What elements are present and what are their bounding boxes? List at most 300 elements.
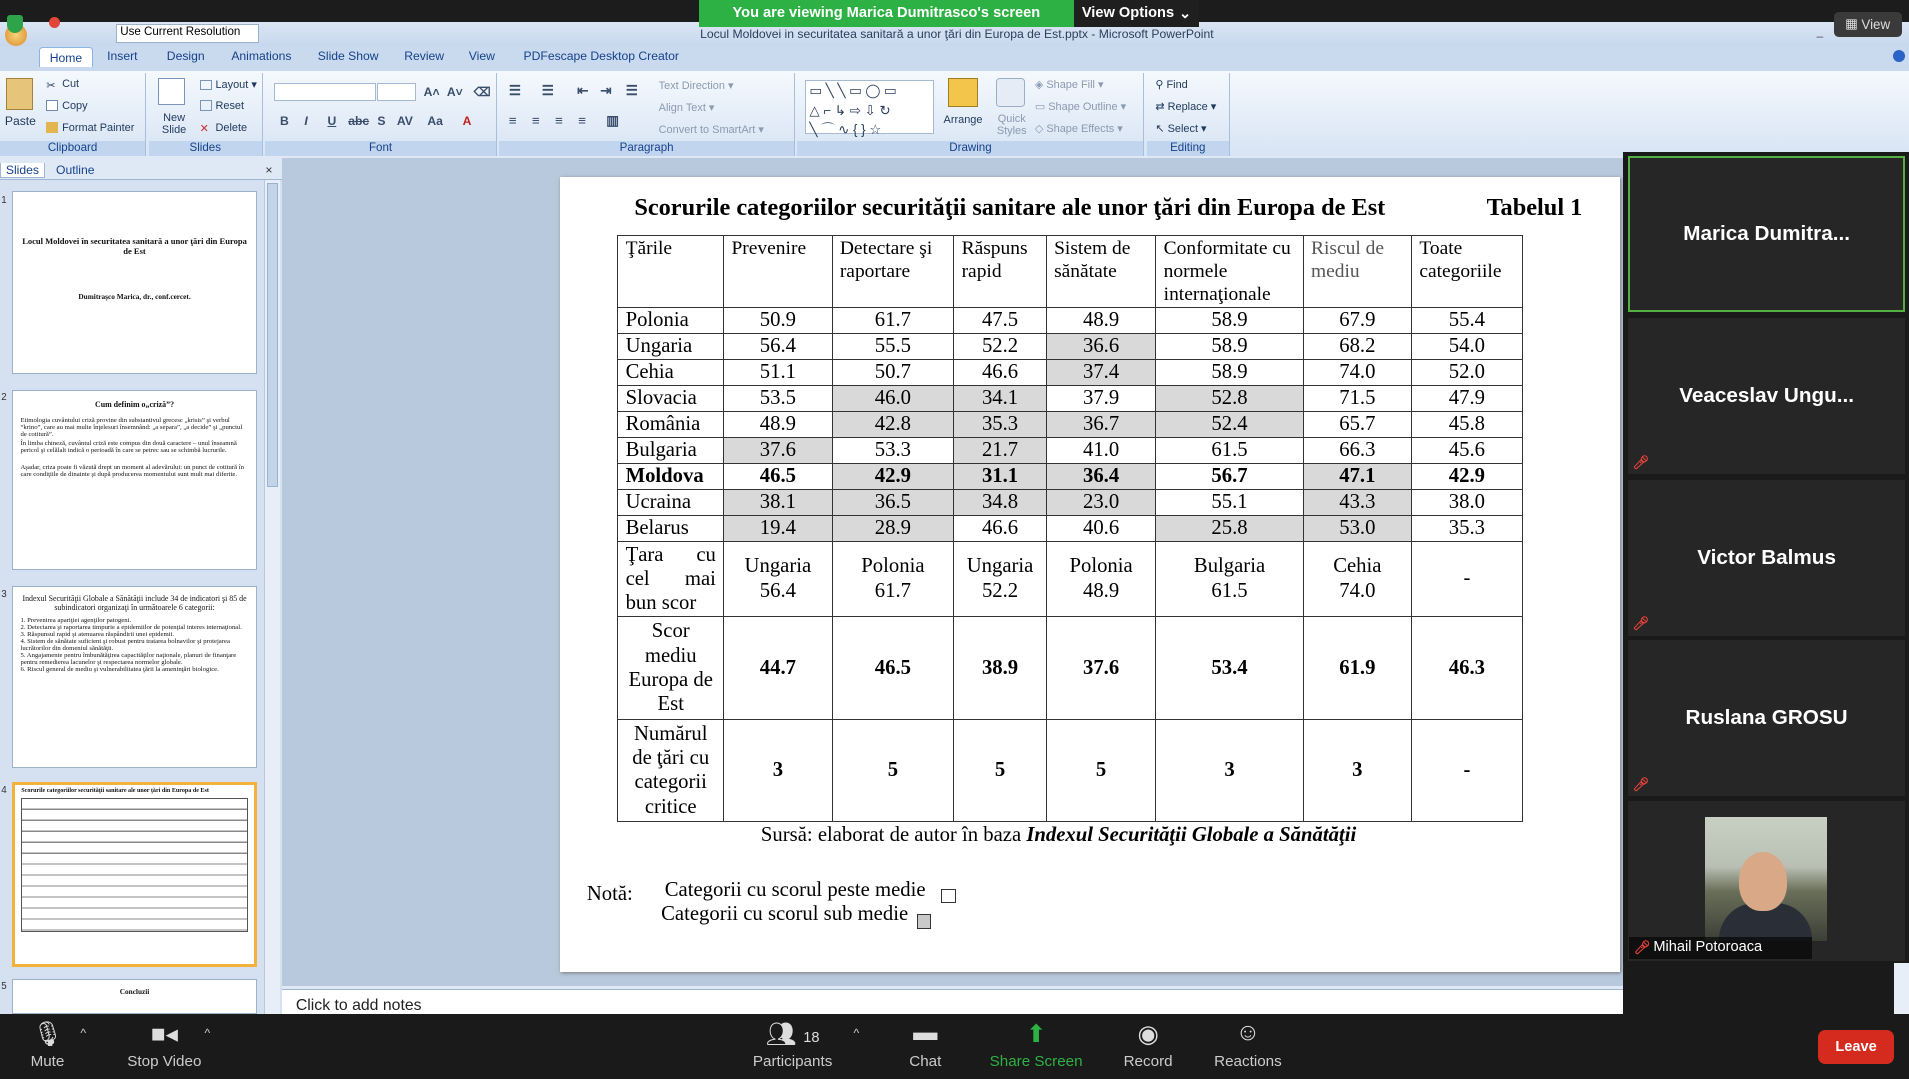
score-cell: 53.0 bbox=[1303, 515, 1411, 541]
shield-icon bbox=[7, 15, 23, 33]
summary-row bbox=[618, 719, 1523, 821]
best-country-cell bbox=[1156, 541, 1303, 616]
align-text-button[interactable]: Align Text ▾ bbox=[658, 102, 715, 115]
header-cell: Prevenire bbox=[724, 235, 832, 307]
reset-label: Reset bbox=[215, 99, 245, 112]
leave-button[interactable]: Leave bbox=[1818, 1030, 1895, 1064]
score-cell: 37.6 bbox=[724, 437, 832, 463]
score-cell: 61.7 bbox=[832, 307, 954, 333]
shape-outline-label: Shape Outline bbox=[1048, 100, 1118, 113]
align-center-icon[interactable]: ≡ bbox=[532, 113, 540, 129]
score-cell: 53.5 bbox=[724, 385, 832, 411]
thumb-text: 6. Riscul general de mediu şi vulnerabilitatea ţării la ameninţări biologice. bbox=[20, 665, 219, 673]
thumb-text: 4. Sistem de sănătate suficient şi robust pentru tratarea bolnavilor şi protejarea lucrătorilor din domeniul sănătăţii. bbox=[20, 637, 230, 652]
score-cell: 28.9 bbox=[832, 515, 954, 541]
tab-home[interactable]: Home bbox=[39, 47, 93, 67]
score-cell: 58.9 bbox=[1156, 359, 1303, 385]
score-cell: 56.4 bbox=[724, 333, 832, 359]
paste-icon bbox=[6, 78, 33, 110]
drawing-group bbox=[797, 73, 1144, 156]
summary-row bbox=[618, 617, 1523, 719]
score-cell: 34.8 bbox=[954, 489, 1047, 515]
select-label: Select bbox=[1167, 122, 1199, 135]
record-button[interactable] bbox=[1118, 1019, 1179, 1070]
participants-count: 18 bbox=[803, 1030, 820, 1047]
clipboard-group bbox=[0, 73, 146, 156]
format-painter-button[interactable] bbox=[46, 122, 134, 134]
replace-label: Replace bbox=[1167, 100, 1208, 113]
tab-animations[interactable]: Animations bbox=[231, 48, 292, 63]
thumb-text: Etimologia cuvântului criză provine din substantivul grecesc „krisis” şi verbul “krino”, care au mai multe înţelesuri însemnând: „a separa”, „a decide” şi „punctul de cotitură”. bbox=[20, 416, 243, 438]
best-country: Ungaria bbox=[966, 554, 1034, 577]
participant-name: Veaceslav Ungu... bbox=[1679, 383, 1854, 407]
reset-button[interactable] bbox=[200, 100, 244, 112]
score-cell: 74.0 bbox=[1303, 359, 1411, 385]
score-cell: 54.0 bbox=[1412, 333, 1523, 359]
copy-icon bbox=[46, 100, 58, 111]
summary-value: 37.6 bbox=[1046, 617, 1156, 719]
align-right-icon[interactable]: ≡ bbox=[555, 113, 563, 129]
score-cell: 71.5 bbox=[1303, 385, 1411, 411]
slides-group bbox=[149, 73, 263, 156]
participants-label: Participants bbox=[752, 1053, 833, 1071]
participant-video-face bbox=[1739, 852, 1788, 910]
italic-icon[interactable]: I bbox=[304, 114, 308, 129]
underline-icon[interactable]: U bbox=[327, 114, 337, 129]
table-row bbox=[618, 385, 1523, 411]
score-cell: 55.4 bbox=[1412, 307, 1523, 333]
participant-tile[interactable] bbox=[1628, 156, 1906, 312]
best-country: Bulgaria bbox=[1193, 554, 1266, 577]
score-cell: 37.9 bbox=[1046, 385, 1156, 411]
justify-icon[interactable]: ≡ bbox=[578, 113, 587, 129]
binoculars-icon: ⚲ bbox=[1155, 78, 1167, 91]
score-cell: 55.5 bbox=[832, 333, 954, 359]
slides-label: Slides bbox=[149, 141, 262, 156]
thumb-text: 1. Prevenirea apariţiei agenţilor patogeni. bbox=[20, 616, 132, 624]
best-country: Ungaria bbox=[744, 554, 812, 577]
note-label: Notă: bbox=[586, 882, 633, 905]
score-cell: 41.0 bbox=[1046, 437, 1156, 463]
score-cell: 38.0 bbox=[1412, 489, 1523, 515]
scores-table bbox=[617, 235, 1523, 822]
layout-icon bbox=[200, 80, 212, 91]
delete-icon: ✕ bbox=[199, 123, 209, 136]
best-country: Polonia bbox=[1069, 554, 1133, 577]
summary-value: 61.9 bbox=[1303, 617, 1411, 719]
change-case-icon[interactable]: Aa bbox=[427, 114, 443, 129]
best-country-cell bbox=[1046, 541, 1156, 616]
paragraph-group bbox=[499, 73, 795, 156]
replace-button[interactable]: ⇄ Replace ▾ bbox=[1155, 100, 1217, 113]
score-cell: 42.8 bbox=[832, 411, 954, 437]
tab-design[interactable]: Design bbox=[166, 48, 205, 63]
chevron-up-icon[interactable]: ^ bbox=[853, 1026, 860, 1041]
score-cell: 35.3 bbox=[1412, 515, 1523, 541]
thumb-title: Concluzii bbox=[119, 987, 150, 997]
editing-label: Editing bbox=[1147, 141, 1229, 156]
record-label: Record bbox=[1123, 1053, 1173, 1071]
strikethrough-icon[interactable]: abc bbox=[348, 114, 370, 129]
tab-slide-show[interactable]: Slide Show bbox=[317, 48, 379, 63]
scissors-icon: ✂ bbox=[46, 79, 56, 92]
summary-value: 3 bbox=[724, 719, 832, 821]
country-cell: Ungaria bbox=[618, 333, 724, 359]
thumb-text: În limba chineză, cuvântul criză este compus din două caractere – unul înseamnă pericol şi celălalt indică o perioadă în care se petrec sau se schimbă lucrurile. bbox=[20, 440, 237, 455]
score-cell: 36.6 bbox=[1046, 333, 1156, 359]
score-cell: 56.7 bbox=[1156, 463, 1303, 489]
summary-value: 5 bbox=[954, 719, 1047, 821]
paste-button[interactable]: Paste bbox=[4, 114, 36, 129]
window-title: Locul Moldovei in securitatea sanitară a unor ţări din Europa de Est.pptx - Microsoft PowerPoint bbox=[700, 26, 1214, 41]
table-row bbox=[618, 515, 1523, 541]
copy-button[interactable] bbox=[46, 100, 87, 112]
best-country-cell bbox=[832, 541, 954, 616]
score-cell: 42.9 bbox=[1412, 463, 1523, 489]
shape-effects-button[interactable]: ◇ Shape Effects ▾ bbox=[1034, 122, 1123, 135]
score-cell: 61.5 bbox=[1156, 437, 1303, 463]
participants-icon: 👥︎ 18 bbox=[765, 1021, 820, 1049]
resolution-select[interactable]: Use Current Resolution bbox=[116, 24, 260, 42]
bold-icon[interactable]: B bbox=[280, 114, 289, 129]
grid-icon: ▦ bbox=[1845, 16, 1858, 32]
select-button[interactable]: ↖ Select ▾ bbox=[1155, 122, 1207, 135]
shadow-icon[interactable]: S bbox=[377, 114, 386, 129]
chat-bubble-icon: ▬ bbox=[913, 1019, 938, 1047]
score-cell: 68.2 bbox=[1303, 333, 1411, 359]
effects-icon: ◇ bbox=[1034, 122, 1047, 135]
best-score: 61.7 bbox=[874, 580, 911, 603]
scrollbar-thumb[interactable] bbox=[267, 183, 278, 487]
align-left-icon[interactable]: ≡ bbox=[508, 113, 517, 129]
thumb-text: 5. Angajamente pentru îmbunătăţirea capacităţilor naţionale, planuri de finanţare pentru remedierea lacunelor şi respectarea normelor globale. bbox=[20, 651, 237, 666]
numbering-icon[interactable]: ☰ bbox=[541, 82, 554, 98]
chevron-up-icon[interactable]: ^ bbox=[80, 1026, 87, 1041]
score-cell: 36.7 bbox=[1046, 411, 1156, 437]
format-painter-label: Format Painter bbox=[62, 121, 135, 134]
share-banner: You are viewing Marica Dumitrasco's screen bbox=[699, 0, 1074, 27]
find-button[interactable] bbox=[1155, 78, 1187, 91]
header-cell: Toate categoriile bbox=[1412, 235, 1523, 307]
font-name-select[interactable] bbox=[274, 83, 376, 101]
participant-tile[interactable] bbox=[1628, 318, 1906, 474]
align-text-label: Align Text bbox=[658, 102, 706, 115]
participant-name: Marica Dumitra... bbox=[1683, 221, 1850, 245]
line-spacing-icon[interactable]: ☰ bbox=[625, 82, 638, 98]
slide-thumb-4[interactable] bbox=[12, 782, 257, 967]
char-spacing-icon[interactable]: AV bbox=[396, 114, 413, 129]
quick-styles-icon bbox=[996, 78, 1025, 107]
chevron-down-icon: ⌄ bbox=[1178, 5, 1192, 22]
increase-indent-icon[interactable]: ⇥ bbox=[600, 82, 612, 98]
best-score: 56.4 bbox=[759, 580, 796, 603]
summary-row bbox=[618, 541, 1523, 616]
score-cell: 34.1 bbox=[954, 385, 1047, 411]
score-cell: 51.1 bbox=[724, 359, 832, 385]
participant-tile[interactable] bbox=[1628, 480, 1906, 636]
share-screen-label: Share Screen bbox=[989, 1053, 1083, 1071]
table-row bbox=[618, 489, 1523, 515]
table-row bbox=[618, 411, 1523, 437]
summary-value: 38.9 bbox=[954, 617, 1047, 719]
drawing-label: Drawing bbox=[797, 141, 1143, 156]
find-label: Find bbox=[1166, 78, 1188, 91]
shape-fill-button[interactable]: ◈ Shape Fill ▾ bbox=[1034, 78, 1104, 91]
best-country: - bbox=[1463, 567, 1471, 590]
text-direction-button[interactable]: Text Direction ▾ bbox=[658, 80, 734, 93]
score-cell: 37.4 bbox=[1046, 359, 1156, 385]
chat-button[interactable] bbox=[901, 1019, 950, 1070]
note-below-mean: Categorii cu scorul sub medie bbox=[661, 903, 909, 926]
thumb-author: Dumitraşco Marica, dr., conf.cercet. bbox=[78, 292, 191, 302]
score-cell: 65.7 bbox=[1303, 411, 1411, 437]
legend-box-gray bbox=[917, 914, 932, 929]
arrange-button[interactable]: Arrange bbox=[943, 114, 983, 127]
legend-box-white bbox=[941, 889, 956, 904]
score-cell: 38.1 bbox=[724, 489, 832, 515]
reactions-button[interactable] bbox=[1210, 1019, 1285, 1070]
thumb-number: 1 bbox=[1, 194, 7, 206]
best-country: Cehia bbox=[1333, 554, 1382, 577]
score-cell: 48.9 bbox=[1046, 307, 1156, 333]
chat-label: Chat bbox=[909, 1053, 942, 1071]
score-cell: 48.9 bbox=[724, 411, 832, 437]
table-row bbox=[618, 437, 1523, 463]
score-cell: 31.1 bbox=[954, 463, 1047, 489]
score-cell: 50.9 bbox=[724, 307, 832, 333]
chevron-up-icon[interactable]: ^ bbox=[204, 1026, 211, 1041]
minimize-icon[interactable]: – bbox=[1816, 29, 1824, 44]
cursor-icon: ↖ bbox=[1155, 122, 1168, 135]
score-cell: 21.7 bbox=[954, 437, 1047, 463]
reactions-label: Reactions bbox=[1214, 1053, 1282, 1071]
score-cell: 36.4 bbox=[1046, 463, 1156, 489]
tab-view[interactable]: View bbox=[468, 48, 495, 63]
thumb-number: 3 bbox=[1, 589, 7, 601]
score-cell: 46.6 bbox=[954, 359, 1047, 385]
tab-outline[interactable]: Outline bbox=[56, 163, 95, 178]
stop-video-button[interactable] bbox=[122, 1019, 207, 1070]
view-options-button[interactable] bbox=[1074, 0, 1199, 27]
table-header-row bbox=[618, 235, 1523, 307]
fill-icon: ◈ bbox=[1034, 78, 1047, 91]
video-camera-icon: ■◂ bbox=[150, 1021, 178, 1049]
summary-label: Numărul de ţări cu categorii critice bbox=[618, 719, 724, 821]
convert-smartart-label: Convert to SmartArt bbox=[658, 123, 756, 136]
summary-value: 3 bbox=[1303, 719, 1411, 821]
summary-value: 53.4 bbox=[1156, 617, 1303, 719]
tab-insert[interactable]: Insert bbox=[107, 48, 138, 63]
view-button[interactable] bbox=[1834, 12, 1902, 36]
country-cell: România bbox=[618, 411, 724, 437]
table-row bbox=[618, 333, 1523, 359]
font-label: Font bbox=[265, 141, 495, 156]
score-cell: 45.8 bbox=[1412, 411, 1523, 437]
muted-mic-icon: 🎤︎ bbox=[1632, 616, 1650, 632]
score-cell: 53.3 bbox=[832, 437, 954, 463]
brush-icon bbox=[46, 122, 58, 133]
recording-dot-icon bbox=[49, 17, 60, 28]
microphone-icon: 🎙︎ bbox=[32, 1021, 63, 1049]
source-prefix: Sursă: elaborat de autor în baza bbox=[760, 824, 1027, 847]
thumb-text: 2. Detectarea şi raportarea timpurie a epidemiilor de potenţial interes internaţional. bbox=[20, 623, 242, 631]
muted-mic-icon: 🎤︎ bbox=[1632, 455, 1650, 471]
thumb-title: Locul Moldovei în securitatea sanitară a unor ţări din Europa de Est bbox=[22, 235, 247, 256]
font-color-icon[interactable]: A bbox=[462, 114, 472, 129]
video-name: Mihail Potoroaca bbox=[1653, 939, 1763, 956]
country-cell: Bulgaria bbox=[618, 437, 724, 463]
score-cell: 58.9 bbox=[1156, 333, 1303, 359]
cut-label: Cut bbox=[62, 77, 80, 90]
source-bold: Indexul Securităţii Globale a Sănătăţii bbox=[1026, 824, 1357, 847]
score-cell: 36.5 bbox=[832, 489, 954, 515]
table-row bbox=[618, 463, 1523, 489]
thumb-title: Scorurile categoriilor securităţii sanitare ale unor ţări din Europa de Est bbox=[21, 788, 209, 795]
summary-value: 44.7 bbox=[724, 617, 832, 719]
best-score: 61.5 bbox=[1211, 580, 1248, 603]
quick-styles-button[interactable]: Quick Styles bbox=[996, 113, 1027, 138]
summary-value: 5 bbox=[832, 719, 954, 821]
layout-label: Layout bbox=[215, 78, 249, 91]
thumb-text: 3. Răspunsul rapid şi atenuarea răspândirii unei epidemii. bbox=[20, 630, 175, 638]
header-cell: Sistem de sănătate bbox=[1046, 235, 1156, 307]
share-screen-button[interactable] bbox=[989, 1019, 1084, 1070]
stop-video-label: Stop Video bbox=[127, 1053, 202, 1071]
score-cell: 55.1 bbox=[1156, 489, 1303, 515]
best-country-cell bbox=[954, 541, 1047, 616]
text-direction-label: Text Direction bbox=[658, 80, 725, 93]
tab-pdfescape[interactable]: PDFescape Desktop Creator bbox=[523, 48, 679, 63]
best-score: 48.9 bbox=[1082, 580, 1120, 603]
new-slide-button[interactable]: New Slide bbox=[161, 112, 187, 137]
score-cell: 47.1 bbox=[1303, 463, 1411, 489]
score-cell: 45.6 bbox=[1412, 437, 1523, 463]
note-above-mean: Categorii cu scorul peste medie bbox=[664, 879, 926, 902]
score-cell: 40.6 bbox=[1046, 515, 1156, 541]
thumb-text: Aşadar, criza poate fi văzută drept un moment al adevărului: un punct de cotitură în care condiţiile de dinainte şi după producerea momentului sunt mult mai diferite. bbox=[20, 463, 244, 478]
font-group bbox=[265, 73, 496, 156]
slide-thumb-5[interactable] bbox=[12, 979, 257, 1014]
layout-button[interactable]: Layout ▾ bbox=[200, 78, 257, 91]
mute-button[interactable] bbox=[22, 1019, 73, 1070]
shape-effects-label: Shape Effects bbox=[1046, 122, 1115, 135]
score-cell: 52.8 bbox=[1156, 385, 1303, 411]
new-slide-icon bbox=[158, 78, 185, 105]
thumb-number: 4 bbox=[1, 785, 7, 797]
slide-thumb-2[interactable] bbox=[12, 390, 257, 570]
best-country-cell bbox=[1412, 541, 1523, 616]
table-row bbox=[618, 359, 1523, 385]
mute-label: Mute bbox=[30, 1053, 65, 1071]
best-country: Polonia bbox=[861, 554, 925, 577]
score-cell: 42.9 bbox=[832, 463, 954, 489]
tab-slides[interactable]: Slides bbox=[0, 163, 45, 178]
record-icon: ◉ bbox=[1137, 1021, 1159, 1049]
table-row bbox=[618, 307, 1523, 333]
score-cell: 66.3 bbox=[1303, 437, 1411, 463]
best-country-cell bbox=[724, 541, 832, 616]
shapes-gallery[interactable]: ▭╲╲▭◯▭ △⌐↳⇨⇩↻ ╲⌒∿{}☆ bbox=[805, 80, 934, 134]
score-cell: 46.5 bbox=[724, 463, 832, 489]
slide-thumb-1[interactable] bbox=[12, 191, 257, 374]
delete-button[interactable] bbox=[200, 122, 247, 134]
tab-review[interactable]: Review bbox=[404, 48, 445, 63]
muted-mic-icon: 🎤︎ bbox=[1632, 776, 1650, 792]
score-cell: 23.0 bbox=[1046, 489, 1156, 515]
score-cell: 58.9 bbox=[1156, 307, 1303, 333]
shrink-font-icon[interactable]: A˅ bbox=[446, 85, 463, 100]
thumb-number: 2 bbox=[1, 392, 7, 404]
summary-value: 3 bbox=[1156, 719, 1303, 821]
shape-outline-button[interactable]: ▭ Shape Outline ▾ bbox=[1034, 100, 1127, 113]
cut-button[interactable] bbox=[46, 78, 79, 90]
score-cell: 47.9 bbox=[1412, 385, 1523, 411]
clipboard-label: Clipboard bbox=[0, 141, 145, 156]
arrange-icon bbox=[948, 78, 977, 107]
summary-label: Ţara cu cel mai bun scor bbox=[618, 541, 724, 616]
score-cell: 52.0 bbox=[1412, 359, 1523, 385]
country-cell: Moldova bbox=[618, 463, 724, 489]
score-cell: 46.0 bbox=[832, 385, 954, 411]
clear-formatting-icon[interactable]: ⌫ bbox=[473, 85, 491, 100]
participant-name: Ruslana GROSU bbox=[1685, 706, 1848, 730]
slide-thumb-3[interactable] bbox=[12, 586, 257, 769]
score-cell: 67.9 bbox=[1303, 307, 1411, 333]
score-cell: 50.7 bbox=[832, 359, 954, 385]
country-cell: Ucraina bbox=[618, 489, 724, 515]
country-cell: Polonia bbox=[618, 307, 724, 333]
view-label: View bbox=[1861, 16, 1891, 32]
participant-tile[interactable] bbox=[1628, 640, 1906, 796]
notes-pane[interactable] bbox=[282, 989, 1622, 1015]
grow-font-icon[interactable]: A˄ bbox=[423, 85, 440, 100]
view-options-label: View Options bbox=[1081, 5, 1175, 22]
source-note bbox=[761, 824, 1356, 847]
current-slide[interactable] bbox=[560, 177, 1620, 972]
best-country-cell bbox=[1303, 541, 1411, 616]
best-score: 52.2 bbox=[981, 580, 1019, 603]
video-name-label bbox=[1629, 937, 1812, 959]
font-size-select[interactable] bbox=[377, 83, 416, 101]
header-cell: Ţările bbox=[618, 235, 724, 307]
score-cell: 52.4 bbox=[1156, 411, 1303, 437]
columns-icon[interactable]: ▥ bbox=[606, 113, 619, 129]
summary-value: 46.5 bbox=[832, 617, 954, 719]
summary-label: Scor mediu Europa de Est bbox=[618, 617, 724, 719]
replace-icon: ⇄ bbox=[1155, 100, 1168, 113]
best-score: 74.0 bbox=[1339, 580, 1376, 603]
delete-label: Delete bbox=[215, 121, 248, 134]
score-cell: 43.3 bbox=[1303, 489, 1411, 515]
slide-title: Scorurile categoriilor securităţii sanitare ale unor ţări din Europa de Est bbox=[634, 193, 1386, 221]
copy-label: Copy bbox=[62, 99, 88, 112]
share-screen-icon: ⬆ bbox=[1025, 1021, 1047, 1049]
participants-button[interactable] bbox=[745, 1019, 840, 1070]
thumb-title: Cum definim o„criză”? bbox=[94, 400, 175, 410]
close-pane-icon[interactable]: × bbox=[265, 163, 273, 178]
bullets-icon[interactable]: ☰ bbox=[508, 82, 521, 98]
smiley-icon: ☺ bbox=[1235, 1019, 1261, 1047]
header-cell: Conformitate cu normele internaţionale bbox=[1156, 235, 1303, 307]
score-cell: 19.4 bbox=[724, 515, 832, 541]
decrease-indent-icon[interactable]: ⇤ bbox=[577, 82, 589, 98]
muted-mic-icon: 🎤︎ bbox=[1633, 939, 1651, 955]
participant-name: Victor Balmus bbox=[1697, 545, 1836, 569]
convert-smartart-button[interactable]: Convert to SmartArt ▾ bbox=[658, 123, 764, 136]
thumb-table-preview bbox=[21, 798, 248, 932]
score-cell: 25.8 bbox=[1156, 515, 1303, 541]
score-cell: 47.5 bbox=[954, 307, 1047, 333]
